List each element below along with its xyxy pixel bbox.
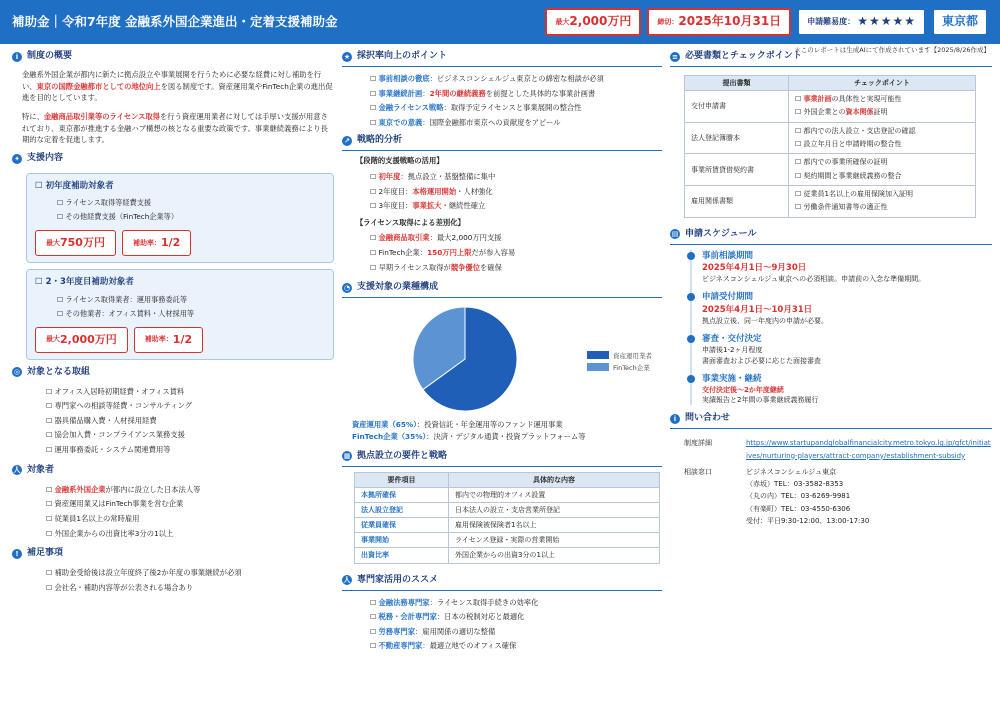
chart-line-icon: ↗ — [342, 136, 352, 146]
support-box-later-years — [26, 269, 334, 359]
pie-chart-icon: ◔ — [343, 283, 351, 292]
rate-pill: 補助率： 1/2 — [122, 230, 191, 256]
clipboard-icon: ≡ — [670, 52, 680, 62]
schedule-item: 審査・交付決定 申請後1-2ヶ月程度 書面審査および必要に応じた面接審査 — [702, 333, 992, 366]
supplement-heading: ! 補足事項 — [12, 547, 334, 560]
list-item: ☐ 従業員1名以上の常時雇用 — [46, 512, 334, 527]
list-item: ☐ 事前相談の徹底：ビジネスコンシェルジュ東京との綿密な相談が必須 — [370, 72, 662, 87]
list-item: ☐ 金融法務専門家：ライセンス取得手続きの効率化 — [370, 596, 662, 611]
right-column — [670, 50, 992, 527]
box-title: ☐ 初年度補助対象者 — [35, 181, 114, 192]
industry-pie-chart — [342, 303, 662, 415]
warning-icon: ! — [12, 549, 22, 559]
list-item: ☐ 2年度目：本格運用開始・人材強化 — [370, 185, 662, 200]
lightbulb-icon: ★ — [343, 52, 351, 61]
targets-heading: ◎ 対象となる取組 — [13, 366, 91, 377]
difficulty-badge: 申請難易度： ★★★★★ — [797, 8, 926, 36]
target-icon: ◎ — [13, 368, 21, 377]
list-item: ☐ 資産運用業又はFinTech事業を営む企業 — [46, 497, 334, 512]
support-box-first-year — [26, 173, 334, 263]
schedule-heading: ▤ 申請スケジュール — [670, 228, 992, 245]
overview-paragraph-2: 特に、金融商品取引業等のライセンス取得を行う資産運用業者に対しては手厚い支援が用意されており、東京都が推進する金融ハブ構想の核となる重要な政策です。事業継続義務により長期的な定着を促進します。 — [22, 112, 328, 145]
legend-label-1: FinTech企業 — [613, 364, 650, 373]
info-icon: i — [670, 414, 680, 424]
table-row: 出資比率 外国企業からの出資3分の1以上 — [355, 548, 660, 563]
list-item: ☐ ライセンス取得業者：運用事務委託等 — [57, 293, 325, 307]
star-rating-icon: ★★★★★ — [857, 14, 916, 29]
users-icon: 人 — [343, 576, 351, 585]
list-item: ☐ 不動産専門家：最適立地でのオフィス確保 — [370, 639, 662, 654]
contact-heading: i 問い合わせ — [670, 412, 992, 429]
list-item: ☐ 早期ライセンス取得が競争優位を確保 — [370, 261, 662, 276]
schedule-timeline — [690, 250, 992, 406]
overview-heading: i 制度の概要 — [12, 50, 334, 63]
requirements-heading: ▦ 拠点設立の要件と戦略 — [342, 450, 662, 467]
support-heading: ✦ 支援内容 — [12, 152, 334, 165]
list-item: ☐ 運用事務委託・システム関連費用等 — [46, 443, 334, 458]
header-bar — [0, 0, 1000, 44]
industry-desc: 資産運用業（65%）：投資信託・年金運用等のファンド運用事業 FinTech企業（35%）：決済・デジタル通貨・投資プラットフォーム等 — [352, 419, 586, 442]
list-item: ☐ 外国企業からの出資比率3分の1以上 — [46, 527, 334, 542]
list-item: ☐ 東京での意義：国際金融都市東京への貢献度をアピール — [370, 116, 662, 131]
max-pill: 最大 2,000万円 — [35, 327, 128, 353]
list-item: ☐ 器具備品購入費・人材採用経費 — [46, 414, 334, 429]
eligible-heading: 人 対象者 — [13, 464, 55, 475]
schedule-item: 申請受付期間 2025年4月1日〜10月31日 拠点設立後、同一年度内の申請が必要。 — [702, 291, 992, 326]
schedule-item: 事前相談期間 2025年4月1日〜9月30日 ビジネスコンシェルジュ東京への必須相談。申請前の入念な準備期間。 — [702, 250, 992, 285]
list-item: ☐ 事業継続計画：2年間の継続義務を前提とした具体的な事業計画書 — [370, 87, 662, 102]
strategy-subheading: 【段階的支援戦略の活用】 — [356, 156, 444, 166]
table-row: 事業所賃貸借契約書 ☐ 都内での事業所確保の証明 ☐ 契約期間と事業継続義務の整合 — [685, 154, 976, 186]
legend-swatch-1 — [587, 363, 609, 371]
page-title: 補助金｜令和7年度 金融系外国企業進出・定着支援補助金 — [12, 13, 338, 29]
strategy-heading: ↗ 戦略的分析 — [342, 134, 662, 151]
docs-heading: ≡ 必要書類とチェックポイント — [670, 50, 992, 67]
list-item: ☐ その他経費支援（FinTech企業等） — [57, 210, 325, 224]
legend-swatch-0 — [587, 351, 609, 359]
schedule-item: 事業実施・継続 交付決定後〜2か年度継続 実績報告と2年間の事業継続義務履行 — [702, 373, 992, 406]
list-item: ☐ 協会加入費・コンプライアンス業務支援 — [46, 428, 334, 443]
box-title: ☐ 2・3年度目補助対象者 — [35, 277, 134, 288]
users-icon: 人 — [13, 466, 21, 475]
strategy-subheading: 【ライセンス取得による差別化】 — [356, 217, 465, 227]
list-item: ☐ 金融商品取引業：最大2,000万円支援 — [370, 231, 662, 246]
points-heading: ★ 採択率向上のポイント — [342, 50, 662, 67]
list-item: ☐ 金融系外国企業が都内に設立した日本法人等 — [46, 483, 334, 498]
info-icon: i — [12, 52, 22, 62]
detail-link[interactable]: https://www.startupandglobalfinancialcity.metro.tokyo.lg.jp/gfct/initiatives/nurturing-players/attract-company/establishment-subsidy — [746, 439, 991, 460]
docs-table: 提出書類 チェックポイント 交付申請書 ☐ 事業計画の具体性と実現可能性 ☐ 外国企業との資本関係証明 法人登記簿謄本 ☐ 都内での法人設立・支店登記の確認 ☐ 設立年月日と申請時期の整合性 事業所賃貸借契約書 ☐ 都内での事業所確保の証明 ☐ 契約期間と事業継続義務の整合 雇用関係書類 ☐ 従業員1名以上の雇用保険加入証明 ☐ 労働条件通知書等の適正性 — [684, 75, 976, 218]
list-item: ☐ 金融ライセンス戦略：取得予定ライセンスと事業展開の整合性 — [370, 101, 662, 116]
table-row: 法人登記簿謄本 ☐ 都内での法人設立・支店登記の確認 ☐ 設立年月日と申請時期の整合性 — [685, 122, 976, 154]
industry-heading: ◔ 支援対象の業種構成 — [342, 281, 662, 298]
ai-note: ＊このレポートは生成AIにて作成されています【2025/8/26作成】 — [794, 46, 990, 54]
experts-heading: 人 専門家活用のススメ — [342, 574, 662, 591]
table-row: 事業開始 ライセンス登録・実際の営業開始 — [355, 533, 660, 548]
list-item: ☐ オフィス入居時初期経費・オフィス賃料 — [46, 385, 334, 400]
list-item: ☐ 補助金受給後は設立年度終了後2か年度の事業継続が必須 — [46, 566, 334, 581]
table-row: 本拠所確保 都内での物理的オフィス設置 — [355, 487, 660, 502]
list-item: ☐ その他業者：オフィス賃料・人材採用等 — [57, 307, 325, 321]
rate-pill: 補助率： 1/2 — [134, 327, 203, 353]
building-icon: ▦ — [343, 452, 351, 461]
table-row: 従業員確保 雇用保険被保険者1名以上 — [355, 518, 660, 533]
table-row: 雇用関係書類 ☐ 従業員1名以上の雇用保険加入証明 ☐ 労働条件通知書等の適正性 — [685, 185, 976, 217]
requirements-table: 要件項目 具体的な内容 本拠所確保 都内での物理的オフィス設置 法人設立登記 日本法人の設立・支店営業所登記 従業員確保 雇用保険被保険者1名以上 事業開始 ライセンス登録・実際の営業開始 出資比率 外国企業からの出資3分の1以上 — [354, 472, 660, 564]
overview-paragraph-1: 金融系外国企業が都内に新たに拠点設立や事業展開を行うために必要な経費に対し補助を行い、東京の国際金融都市としての地位向上を図る制度です。資産運用業やFinTech企業の進出促進を目的としています。 — [22, 70, 333, 103]
deadline-badge: 締切： 2025年10月31日 — [647, 8, 791, 36]
contact-grid: 制度詳細 https://www.startupandglobalfinancialcity.metro.tokyo.lg.jp/gfct/initiatives/nurturing-players/attract-company/establishment-subsidy 相談窓口 ビジネスコンシェルジュ東京 （赤坂）TEL：03-3582-8353 （丸の内）TEL：03-6269-9981 （有楽町）TEL：03-4550-6306 受付：平日9:30-12:00、13:00-17:30 — [684, 439, 991, 525]
table-row: 交付申請書 ☐ 事業計画の具体性と実現可能性 ☐ 外国企業との資本関係証明 — [685, 91, 976, 123]
left-column — [12, 50, 334, 596]
max-amount-badge: 最大 2,000万円 — [545, 8, 641, 36]
max-pill: 最大 750万円 — [35, 230, 116, 256]
list-item: ☐ ライセンス取得等経費支援 — [57, 196, 325, 210]
list-item: ☐ 税務・会計専門家：日本の税制対応と最適化 — [370, 610, 662, 625]
list-item: ☐ 初年度：拠点設立・基盤整備に集中 — [370, 170, 662, 185]
list-item: ☐ 3年度目：事業拡大・継続性確立 — [370, 199, 662, 214]
table-row: 法人設立登記 日本法人の設立・支店営業所登記 — [355, 502, 660, 517]
list-item: ☐ 専門家への相談等経費・コンサルティング — [46, 399, 334, 414]
legend-label-0: 資産運用業者 — [613, 352, 652, 361]
list-item: ☐ 労務専門家：雇用関係の適切な整備 — [370, 625, 662, 640]
calendar-icon: ▤ — [671, 230, 679, 239]
handshake-icon: ✦ — [12, 154, 22, 164]
region-badge: 東京都 — [932, 8, 988, 36]
list-item: ☐ FinTech企業：150万円上限だが参入容易 — [370, 246, 662, 261]
list-item: ☐ 会社名・補助内容等が公表される場合あり — [46, 581, 334, 596]
middle-column — [342, 50, 662, 654]
